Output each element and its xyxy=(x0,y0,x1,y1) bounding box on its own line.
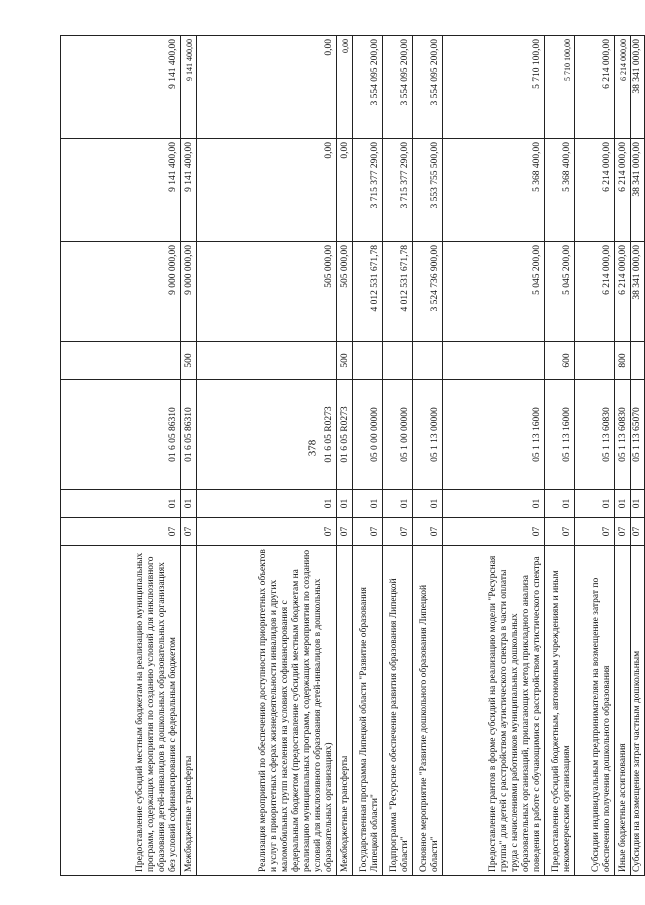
row-value-3: 6 214 000,00 xyxy=(575,36,615,139)
row-value-2: 3 553 755 500,00 xyxy=(413,139,443,242)
row-value-3: 0,00 xyxy=(337,36,353,139)
row-subsection: 01 xyxy=(353,490,383,518)
row-value-3: 5 710 100,00 xyxy=(443,36,545,139)
row-expense-type xyxy=(631,342,645,380)
table-row xyxy=(383,36,413,876)
table-row xyxy=(413,36,443,876)
row-section: 07 xyxy=(631,518,645,546)
row-expense-type xyxy=(575,342,615,380)
row-value-1: 38 341 000,00 xyxy=(631,242,645,342)
table-row xyxy=(197,36,337,876)
row-value-1: 4 012 531 671,78 xyxy=(383,242,413,342)
row-subsection: 01 xyxy=(337,490,353,518)
row-value-1: 5 045 200,00 xyxy=(443,242,545,342)
table-row xyxy=(353,36,383,876)
row-value-1: 6 214 000,00 xyxy=(615,242,631,342)
row-expense-type xyxy=(61,342,181,380)
row-target-code: 01 6 05 86310 xyxy=(61,380,181,490)
row-name: Предоставление субсидий бюджетным, автономным учреждениям и иным некоммерческим организациям xyxy=(545,546,575,876)
table-body xyxy=(61,36,645,876)
row-section: 07 xyxy=(197,518,337,546)
row-subsection: 01 xyxy=(545,490,575,518)
row-expense-type xyxy=(353,342,383,380)
row-value-1: 6 214 000,00 xyxy=(575,242,615,342)
row-expense-type: 500 xyxy=(337,342,353,380)
row-name: Иные бюджетные ассигнования xyxy=(615,546,631,876)
budget-table xyxy=(60,35,645,876)
row-target-code: 05 1 13 00000 xyxy=(413,380,443,490)
row-value-2: 9 141 400,00 xyxy=(181,139,197,242)
row-subsection: 01 xyxy=(575,490,615,518)
table-row xyxy=(61,36,181,876)
row-value-1: 5 045 200,00 xyxy=(545,242,575,342)
table-row xyxy=(337,36,353,876)
table-row xyxy=(181,36,197,876)
row-section: 07 xyxy=(443,518,545,546)
row-target-code: 01 6 05 86310 xyxy=(181,380,197,490)
row-section: 07 xyxy=(353,518,383,546)
row-expense-type xyxy=(413,342,443,380)
table-row xyxy=(631,36,645,876)
row-value-1: 9 000 000,00 xyxy=(61,242,181,342)
budget-table-rotated xyxy=(60,36,642,876)
row-value-3: 3 554 095 200,00 xyxy=(413,36,443,139)
row-value-3: 5 710 100,00 xyxy=(545,36,575,139)
row-section: 07 xyxy=(575,518,615,546)
row-section: 07 xyxy=(337,518,353,546)
row-subsection: 01 xyxy=(615,490,631,518)
row-section: 07 xyxy=(545,518,575,546)
row-expense-type: 500 xyxy=(181,342,197,380)
row-value-2: 6 214 000,00 xyxy=(615,139,631,242)
row-name: Межбюджетные трансферты xyxy=(337,546,353,876)
row-expense-type xyxy=(443,342,545,380)
row-target-code: 05 1 13 60830 xyxy=(575,380,615,490)
row-subsection: 01 xyxy=(443,490,545,518)
row-name: Государственная программа Липецкой области "Развитие образования Липецкой области" xyxy=(353,546,383,876)
row-subsection: 01 xyxy=(197,490,337,518)
row-target-code: 05 0 00 00000 xyxy=(353,380,383,490)
row-target-code: 05 1 13 60830 xyxy=(615,380,631,490)
row-expense-type: 600 xyxy=(545,342,575,380)
row-target-code: 01 6 05 R0273 xyxy=(197,380,337,490)
row-value-1: 505 000,00 xyxy=(197,242,337,342)
row-target-code: 01 6 05 R0273 xyxy=(337,380,353,490)
row-section: 07 xyxy=(181,518,197,546)
row-value-3: 6 214 000,00 xyxy=(615,36,631,139)
row-subsection: 01 xyxy=(383,490,413,518)
row-value-2: 3 715 377 290,00 xyxy=(383,139,413,242)
row-name: Предоставление грантов в форме субсидий на реализацию модели "Ресурсная группа" для детей с расстройством аутистического спектра в части оплаты труда с начислениями работников муниципальных дошкольных образовательных организаций, прилагающих метод прикладного анализа поведения в работе с обучающимися с расстройством аутистического спектра xyxy=(443,546,545,876)
row-value-1: 3 524 736 900,00 xyxy=(413,242,443,342)
row-section: 07 xyxy=(61,518,181,546)
row-value-3: 9 141 400,00 xyxy=(61,36,181,139)
row-target-code: 05 1 13 16000 xyxy=(443,380,545,490)
row-value-3: 38 341 000,00 xyxy=(631,36,645,139)
row-section: 07 xyxy=(413,518,443,546)
row-subsection: 01 xyxy=(631,490,645,518)
table-row xyxy=(615,36,631,876)
row-name: Предоставление субсидий местным бюджетам на реализацию муниципальных программ, содержащих мероприятия по созданию условий для инклюзивного образования детей-инвалидов в дошкольных образовательных организациях без условий софинансирования с федеральным бюджетом xyxy=(61,546,181,876)
row-section: 07 xyxy=(615,518,631,546)
row-subsection: 01 xyxy=(413,490,443,518)
row-target-code: 05 1 00 00000 xyxy=(383,380,413,490)
table-row xyxy=(575,36,615,876)
row-section: 07 xyxy=(383,518,413,546)
row-value-2: 0,00 xyxy=(337,139,353,242)
row-expense-type: 800 xyxy=(615,342,631,380)
row-target-code: 05 1 13 16000 xyxy=(545,380,575,490)
row-name: Субсидии индивидуальным предпринимателям на возмещение затрат по обеспечению получения дошкольного образования xyxy=(575,546,615,876)
row-name: Подпрограмма "Ресурсное обеспечение развития образования Липецкой области" xyxy=(383,546,413,876)
row-value-2: 9 141 400,00 xyxy=(61,139,181,242)
row-value-2: 5 368 400,00 xyxy=(545,139,575,242)
row-target-code: 05 1 13 65070 xyxy=(631,380,645,490)
row-value-3: 0,00 xyxy=(197,36,337,139)
row-value-3: 9 141 400,00 xyxy=(181,36,197,139)
row-subsection: 01 xyxy=(181,490,197,518)
row-value-2: 3 715 377 290,00 xyxy=(353,139,383,242)
row-value-2: 0,00 xyxy=(197,139,337,242)
row-name: Субсидия на возмещение затрат частным дошкольным xyxy=(631,546,645,876)
row-value-3: 3 554 095 200,00 xyxy=(353,36,383,139)
row-value-2: 5 368 400,00 xyxy=(443,139,545,242)
row-subsection: 01 xyxy=(61,490,181,518)
table-row xyxy=(545,36,575,876)
table-row xyxy=(443,36,545,876)
row-value-2: 6 214 000,00 xyxy=(575,139,615,242)
row-value-3: 3 554 095 200,00 xyxy=(383,36,413,139)
row-expense-type xyxy=(197,342,337,380)
row-value-1: 505 000,00 xyxy=(337,242,353,342)
row-expense-type xyxy=(383,342,413,380)
row-name: Основное мероприятие "Развитие дошкольного образования Липецкой области" xyxy=(413,546,443,876)
row-name: Реализация мероприятий по обеспечению доступности приоритетных объектов и услуг в приоритетных сферах жизнедеятельности инвалидов и других маломобильных групп населения на условиях софинансирования с федеральным бюджетом (предоставление субсидий местным бюджетам на реализацию муниципальных программ, содержащих мероприятия по созданию условий для инклюзивного образования детей-инвалидов в дошкольных образовательных организациях) xyxy=(197,546,337,876)
row-value-2: 38 341 000,00 xyxy=(631,139,645,242)
row-value-1: 9 000 000,00 xyxy=(181,242,197,342)
page-number: 378 xyxy=(306,439,319,457)
row-value-1: 4 012 531 671,78 xyxy=(353,242,383,342)
row-name: Межбюджетные трансферты xyxy=(181,546,197,876)
